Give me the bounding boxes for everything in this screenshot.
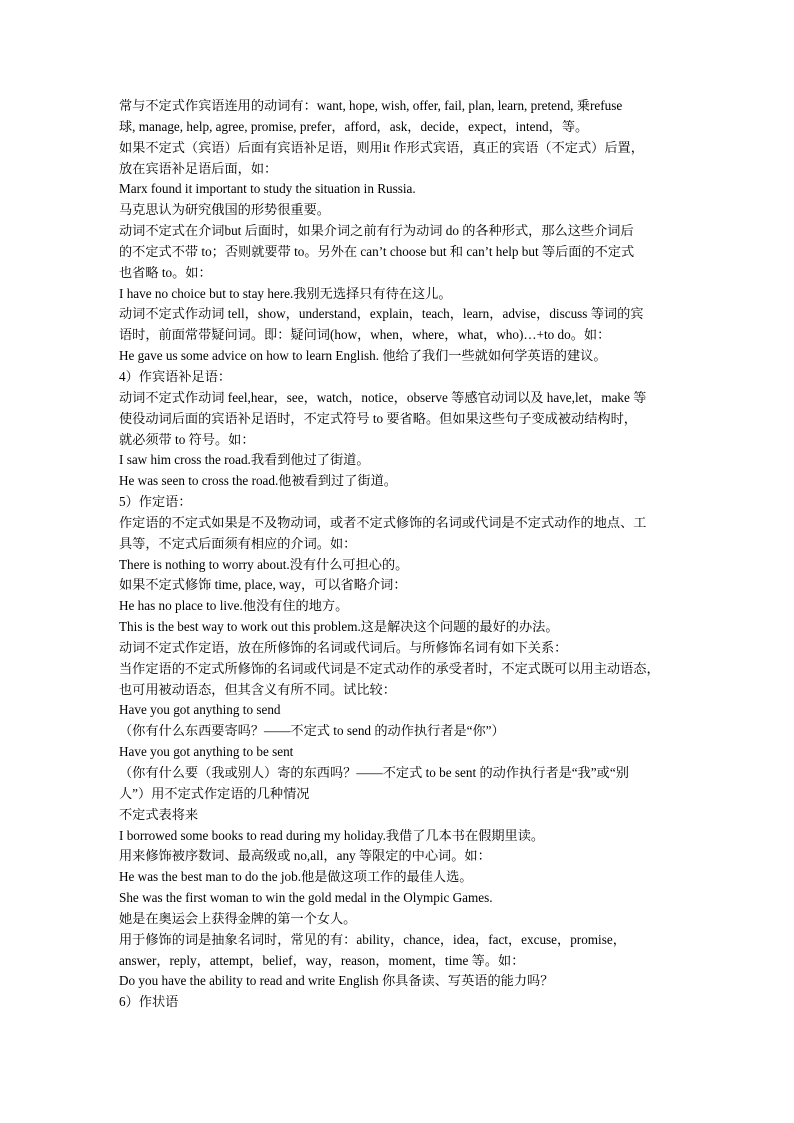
section-heading: 5）作定语： [119,494,192,510]
text-line: 动词不定式作动词 tell，show，understand，explain，teach，learn，advise，discuss 等词的宾 [119,306,644,322]
section-heading: 4）作宾语补足语： [119,368,232,384]
text-line: answer，reply，attempt，belief，way，reason，moment，time 等。如： [119,952,525,968]
text-line: 动词不定式作动词 feel,hear，see，watch，notice，observe 等感官动词以及 have,let，make 等 [119,389,647,405]
text-line: 马克思认为研究俄国的形势很重要。 [119,202,330,218]
text-line: 她是在奥运会上获得金牌的第一个女人。 [119,910,357,926]
text-line: 具等，不定式后面须有相应的介词。如： [119,535,357,551]
text-line: 球, manage, help, agree, promise, prefer，afford，ask，decide，expect，intend，等。 [119,118,589,134]
document-page [119,96,679,1013]
text-line: 也省略 to。如： [119,264,212,280]
section-heading: 6）作状语 [119,994,179,1010]
text-line: He was seen to cross the road.他被看到过了街道。 [119,473,397,489]
text-line: Have you got anything to send [119,702,281,718]
text-line: I saw him cross the road.我看到他过了街道。 [119,452,370,468]
text-line: 使役动词后面的宾语补足语时，不定式符号 to 要省略。但如果这些句子变成被动结构时， [119,410,637,426]
text-line: 作定语的不定式如果是不及物动词，或者不定式修饰的名词或代词是不定式动作的地点、工 [119,514,647,530]
text-line: He has no place to live.他没有住的地方。 [119,598,349,614]
text-line: There is nothing to worry about.没有什么可担心的。 [119,556,409,572]
text-line: 就必须带 to 符号。如： [119,431,255,447]
text-line: This is the best way to work out this problem.这是解决这个问题的最好的办法。 [119,619,559,635]
text-line: He was the best man to do the job.他是做这项工作的最佳人选。 [119,869,473,885]
text-line: Have you got anything to be sent [119,744,294,760]
text-line: 动词不定式作定语，放在所修饰的名词或代词后。与所修饰名词有如下关系： [119,639,568,655]
text-line: （你有什么要（我或别人）寄的东西吗？——不定式 to be sent 的动作执行者是“我”或“别 [119,765,629,780]
text-line: 如果不定式（宾语）后面有宾语补足语，则用it 作形式宾语，真正的宾语（不定式）后置， [119,139,644,155]
text-line: He gave us some advice on how to learn English. 他给了我们一些就如何学英语的建议。 [119,348,607,364]
text-line: 不定式表将来 [119,806,199,822]
text-line: 当作定语的不定式所修饰的名词或代词是不定式动作的承受者时，不定式既可以用主动语态， [119,660,660,676]
text-line: 也可用被动语态，但其含义有所不同。试比较： [119,681,396,697]
text-line: She was the first woman to win the gold medal in the Olympic Games. [119,890,493,906]
text-line: I borrowed some books to read during my holiday.我借了几本书在假期里读。 [119,827,545,843]
text-line: 动词不定式在介词but 后面时，如果介词之前有行为动词 do 的各种形式，那么这些介词后 [119,223,634,239]
text-line: 人”）用不定式作定语的几种情况 [119,785,310,801]
text-line: 放在宾语补足语后面，如： [119,160,278,176]
text-line: 用于修饰的词是抽象名词时，常见的有：ability，chance，idea，fact，excuse，promise， [119,931,626,947]
text-line: 的不定式不带 to；否则就要带 to。另外在 can’t choose but 和 can’t help but 等后面的不定式 [119,243,635,259]
text-line: I have no choice but to stay here.我别无选择只有待在这儿。 [119,285,452,301]
text-line: Marx found it important to study the situation in Russia. [119,181,416,197]
text-line: （你有什么东西要寄吗？——不定式 to send 的动作执行者是“你”） [119,723,505,739]
text-line: 常与不定式作宾语连用的动词有：want, hope, wish, offer, fail, plan, learn, pretend, 乗refuse [119,98,623,113]
text-line: 如果不定式修饰 time, place, way，可以省略介词： [119,577,407,593]
text-line: Do you have the ability to read and write English 你具备读、写英语的能力吗？ [119,973,554,989]
text-line: 语时，前面常带疑问词。即：疑问词(how，when，where，what，who)…+to do。如： [119,327,611,343]
text-line: 用来修饰被序数词、最高级或 no,all，any 等限定的中心词。如： [119,848,491,864]
